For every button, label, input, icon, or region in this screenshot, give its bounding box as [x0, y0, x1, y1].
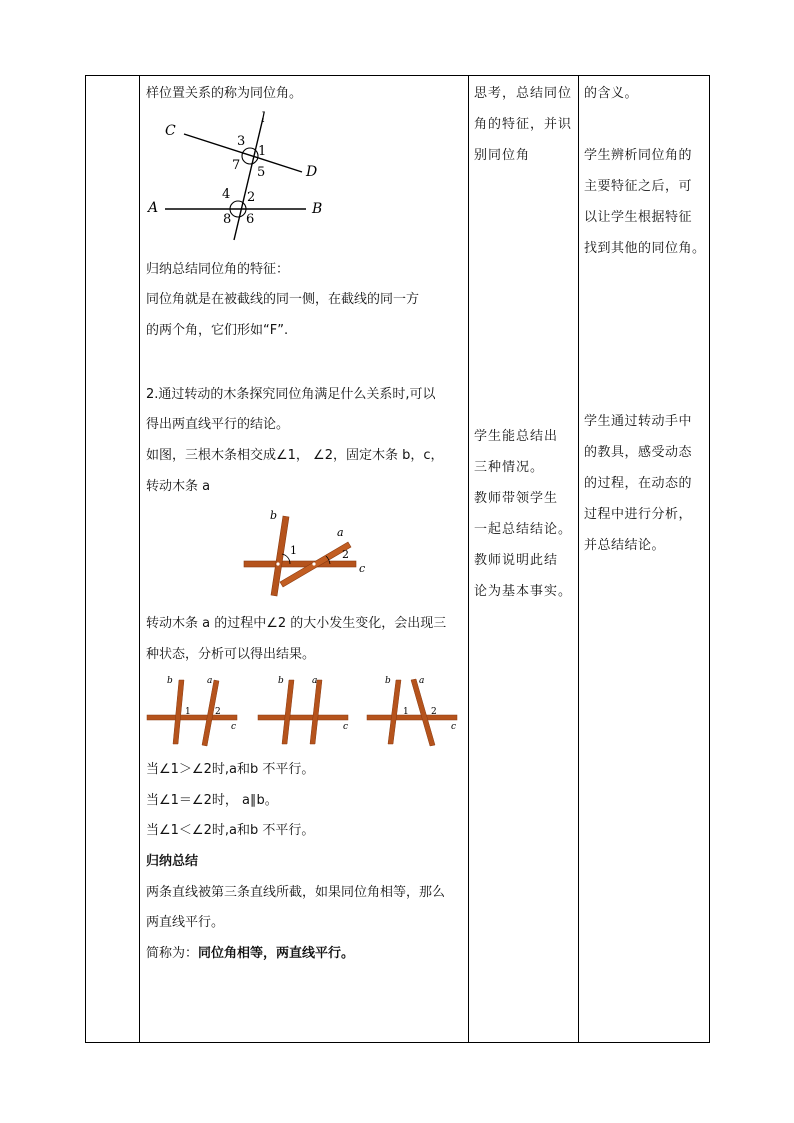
- short-prefix: 简称为：: [146, 946, 199, 961]
- case-3: 当∠1＜∠2时,a和b 不平行。: [146, 823, 315, 838]
- state-3-figure: [367, 676, 457, 746]
- state-1-angle-1: 1: [185, 707, 191, 717]
- intent-line: 的过程，在动态的: [584, 476, 693, 491]
- design-intent-top: [584, 78, 706, 264]
- student-activity-mid: [474, 421, 578, 607]
- state-3-label-a: a: [419, 676, 425, 686]
- short-statement: [146, 939, 354, 969]
- case-1: 当∠1＞∠2时,a和b 不平行。: [146, 762, 315, 777]
- stick-b-label: b: [270, 509, 278, 522]
- state-3-stick-b: [388, 680, 401, 744]
- pivot-1: [276, 562, 279, 565]
- state-2-label-c: c: [343, 722, 349, 732]
- state-3-label-c: c: [451, 722, 457, 732]
- case-2: 当∠1＝∠2时， a∥b。: [146, 793, 278, 808]
- three-states-figure: [145, 674, 467, 754]
- angle-marker-top: [242, 148, 258, 164]
- intent-line: 学生辨析同位角的: [584, 148, 693, 163]
- state-3-angle-2: 2: [431, 707, 437, 717]
- activity-line: 思考，总结同位: [474, 86, 573, 101]
- angle-1-label: 1: [290, 544, 297, 557]
- intent-line: 的含义。: [584, 86, 639, 101]
- wood-sticks-figure: [238, 506, 378, 600]
- intent-line: [584, 109, 706, 140]
- summary-line-1: 两条直线被第三条直线所截，如果同位角相等，那么: [146, 885, 446, 900]
- state-2-stick-c: [258, 715, 348, 720]
- activity-line: 角的特征，并识: [474, 117, 573, 132]
- state-2-figure: [258, 676, 348, 744]
- intent-line: 学生通过转动手中: [584, 414, 693, 429]
- student-activity-top: [474, 78, 578, 171]
- activity-line: 三种情况。: [474, 460, 545, 475]
- state-2-stick-b: [282, 680, 294, 744]
- stick-c: [244, 561, 356, 567]
- state-1-stick-b: [173, 680, 184, 744]
- step2-line-4: 转动木条 a: [146, 479, 211, 494]
- angle-2-label: 2: [342, 548, 349, 561]
- summary-line-2: 两直线平行。: [146, 915, 225, 930]
- state-3-angle-1: 1: [403, 707, 409, 717]
- stick-c-label: c: [359, 562, 366, 575]
- angle-5-label: 5: [257, 165, 266, 180]
- table-border-right: [709, 75, 710, 1043]
- table-divider-2: [468, 75, 469, 1043]
- label-a: A: [148, 200, 159, 216]
- angle-8-label: 8: [223, 212, 232, 227]
- step2-line-1: 2.通过转动的木条探究同位角满足什么关系时,可以: [146, 387, 436, 402]
- activity-line: 一起总结结论。: [474, 522, 573, 537]
- angle-7-label: 7: [232, 158, 241, 173]
- angle-4-label: 4: [222, 187, 231, 202]
- intent-line: 以让学生根据特征: [584, 210, 693, 225]
- summary-title: 归纳总结: [146, 854, 199, 869]
- angle-2-label: 2: [247, 190, 256, 205]
- state-1-label-a: a: [207, 676, 213, 686]
- state-2-label-a: a: [312, 676, 318, 686]
- activity-line: 教师带领学生: [474, 491, 559, 506]
- intro-line: 样位置关系的称为同位角。: [146, 86, 303, 101]
- state-1-label-c: c: [231, 722, 237, 732]
- activity-line: 教师说明此结: [474, 553, 559, 568]
- angle-1-label: 1: [258, 144, 267, 159]
- label-b: B: [312, 201, 323, 217]
- label-c: C: [165, 123, 176, 139]
- induce-text-1: 同位角就是在被截线的同一侧，在截线的同一方: [146, 292, 420, 307]
- pivot-2: [312, 562, 315, 565]
- activity-line: 别同位角: [474, 148, 531, 163]
- angle-6-label: 6: [246, 212, 255, 227]
- state-3-stick-c: [367, 715, 457, 720]
- intent-line: 过程中进行分析，: [584, 507, 693, 522]
- rotate-line-2: 种状态，分析可以得出结果。: [146, 647, 316, 662]
- table-border-top: [85, 75, 710, 76]
- table-divider-3: [578, 75, 579, 1043]
- intent-line: 找到其他的同位角。: [584, 241, 706, 256]
- angle-3-label: 3: [237, 134, 246, 149]
- rotate-line-1: 转动木条 a 的过程中∠2 的大小发生变化，会出现三: [146, 616, 447, 631]
- activity-line: 学生能总结出: [474, 429, 559, 444]
- label-d: D: [306, 164, 318, 180]
- state-1-angle-2: 2: [215, 707, 221, 717]
- step2-line-2: 得出两直线平行的结论。: [146, 417, 290, 432]
- design-intent-mid: [584, 406, 706, 561]
- label-l: l: [261, 110, 266, 126]
- state-2-stick-a: [310, 680, 322, 744]
- stick-a-label: a: [337, 526, 344, 539]
- intent-line: 并总结结论。: [584, 538, 666, 553]
- state-1-figure: [147, 676, 237, 746]
- table-border-left: [85, 75, 86, 1043]
- state-3-label-b: b: [385, 676, 391, 686]
- corresponding-angles-figure: [140, 108, 340, 248]
- intent-line: 主要特征之后，可: [584, 179, 693, 194]
- intent-line: 的教具，感受动态: [584, 445, 693, 460]
- state-2-label-b: b: [278, 676, 284, 686]
- induce-title: 归纳总结同位角的特征：: [146, 262, 290, 277]
- short-bold: 同位角相等，两直线平行。: [198, 946, 355, 961]
- state-1-stick-c: [147, 715, 237, 720]
- table-border-bottom: [85, 1042, 710, 1043]
- activity-line: 论为基本事实。: [474, 584, 573, 599]
- step2-line-3: 如图，三根木条相交成∠1， ∠2，固定木条 b，c，: [146, 448, 444, 463]
- state-1-label-b: b: [167, 676, 173, 686]
- induce-text-2: 的两个角，它们形如“F”.: [146, 323, 289, 338]
